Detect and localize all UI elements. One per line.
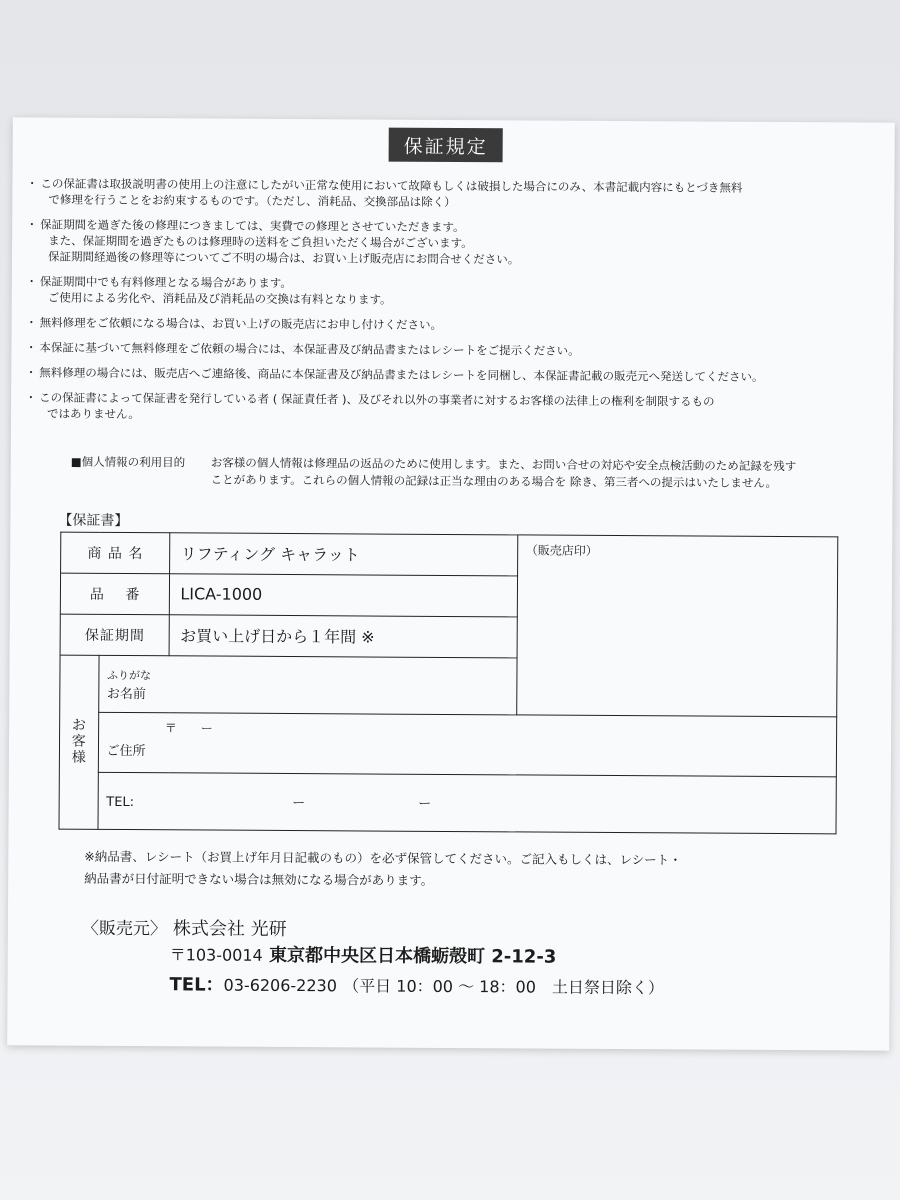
customer-label xyxy=(59,655,99,829)
seller-info xyxy=(82,914,287,941)
term-line: ・ 本保証に基づいて無料修理をご依頼の場合には、本保証書及び納品書またはレシートをご提示ください。 xyxy=(39,340,580,358)
model-label: 品 番 xyxy=(60,573,170,615)
privacy-line: お客様の個人情報は修理品の返品のために使用します。また、お問い合せの対応や安全点検活動のため記録を残す xyxy=(210,455,797,474)
seller-address-block xyxy=(169,940,664,1003)
tel-label: TEL: xyxy=(106,795,135,811)
term-item xyxy=(29,339,869,360)
privacy-text xyxy=(211,455,797,493)
terms-list xyxy=(29,175,871,435)
name-field[interactable] xyxy=(98,655,516,715)
shop-stamp-box xyxy=(516,535,838,717)
seller-tel-prefix: TEL： xyxy=(169,974,224,996)
term-line: また、保証期間を過ぎたものは修理時の送料をご負担いただく場合がございます。 xyxy=(48,233,473,251)
customer-char: お xyxy=(71,718,86,735)
term-line: ・ 無料修理をご依頼になる場合は、お買い上げの販売店にお申し付けください。 xyxy=(39,315,443,332)
seller-label: 〈販売元〉 xyxy=(81,918,167,940)
customer-char: 様 xyxy=(71,750,86,767)
warranty-sheet xyxy=(7,117,895,1050)
tel-dash: ー xyxy=(292,795,306,811)
term-item xyxy=(29,389,869,426)
term-line: で修理を行うことをお約束するものです。（ただし、消耗品、交換部品は除く） xyxy=(48,192,456,210)
name-label: お名前 xyxy=(106,686,146,702)
receipt-note xyxy=(84,846,682,894)
term-line: ・ 無料修理の場合には、販売店へご連絡後、商品に本保証書及び納品書またはレシートを同梱し、本保証書記載の販売元へ発送してください。 xyxy=(39,365,764,384)
seller-address: 東京都中央区日本橋蛎殻町 2-12-3 xyxy=(268,944,557,968)
privacy-line: ことがあります。これらの個人情報の記録は正当な理由のある場合を 除き、第三者への提示はいたしません。 xyxy=(210,472,778,490)
term-item xyxy=(30,175,870,212)
postal-mark: 〒 ー xyxy=(164,721,213,736)
note-line: 納品書が日付証明できない場合は無効になる場合があります。 xyxy=(84,870,434,888)
customer-char: 客 xyxy=(71,734,86,751)
term-item xyxy=(30,314,870,335)
seller-company: 株式会社 光研 xyxy=(172,918,287,941)
seller-postal: 〒103-0014 xyxy=(169,945,263,965)
term-line: ・ この保証書は取扱説明書の使用上の注意にしたがい正常な使用において故障もしくは破損した場合にのみ、本書記載内容にもとづき無料 xyxy=(40,176,743,195)
term-item xyxy=(30,216,870,269)
seller-hours: （平日 10：00 ～ 18：00 土日祭日除く） xyxy=(343,976,664,998)
furigana-label: ふりがな xyxy=(107,668,152,682)
period-label: 保証期間 xyxy=(60,614,170,656)
term-line: 保証期間経過後の修理等についてご不明の場合は、お買い上げ販売店にお問合せください。 xyxy=(47,249,520,267)
term-line: ・ 保証期間中でも有料修理となる場合があります。 xyxy=(39,274,292,291)
term-item xyxy=(30,273,870,310)
product-name-value: リフティング キャラット xyxy=(170,533,517,576)
tel-field[interactable] xyxy=(98,772,837,834)
warranty-form xyxy=(58,532,838,835)
term-line: ご使用による劣化や、消耗品及び消耗品の交換は有料となります。 xyxy=(47,290,392,307)
shop-stamp-label: （販売店印） xyxy=(525,543,598,558)
model-value: LICA-1000 xyxy=(170,574,517,617)
period-value: お買い上げ日から１年間 ※ xyxy=(169,615,516,658)
seller-tel: 03-6206-2230 xyxy=(223,975,337,996)
term-item xyxy=(29,364,869,385)
page-title: 保証規定 xyxy=(389,128,503,163)
product-name-label: 商 品 名 xyxy=(61,532,171,574)
term-line: ではありません。 xyxy=(46,406,140,422)
warranty-label: 【保証書】 xyxy=(58,512,129,530)
privacy-label: ■個人情報の利用目的 xyxy=(70,454,186,470)
address-field[interactable] xyxy=(98,713,837,777)
privacy-notice xyxy=(70,454,871,490)
address-label: ご住所 xyxy=(106,743,146,760)
term-line: ・ この保証書によって保証書を発行している者 ( 保証責任者 )、及びそれ以外の事業者に対するお客様の法律上の権利を制限するもの xyxy=(39,390,715,409)
note-line: ※納品書、レシート（お買上げ年月日記載のもの）を必ず保管してください。ご記入もしくは、レシート・ xyxy=(84,848,682,868)
tel-dash: ー xyxy=(418,796,432,812)
term-line: ・ 保証期間を過ぎた後の修理につきましては、実費での修理とさせていただきます。 xyxy=(40,217,465,235)
